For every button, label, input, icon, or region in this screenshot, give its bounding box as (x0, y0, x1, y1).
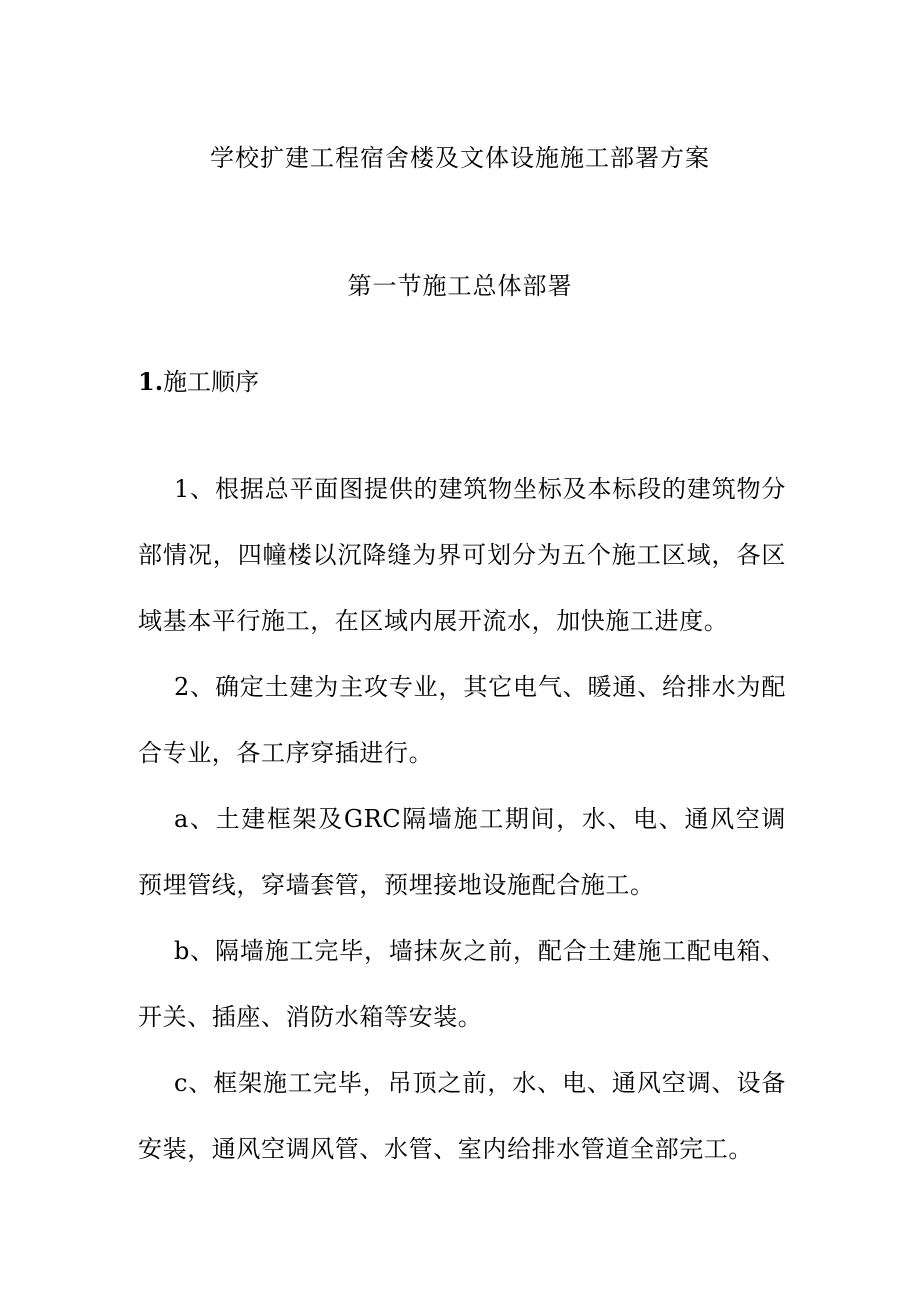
subsection-heading (138, 362, 259, 402)
paragraph-a: a、土建框架及GRC隔墙施工期间，水、电、通风空调预埋管线，穿墙套管，预埋接地设施配合施工。 (138, 805, 786, 899)
paragraph-b: b、隔墙施工完毕，墙抹灰之前，配合土建施工配电箱、开关、插座、消防水箱等安装。 (138, 937, 786, 1031)
subsection-number: 1. (138, 367, 164, 396)
paragraph-1: 1、根据总平面图提供的建筑物坐标及本标段的建筑物分部情况，四幢楼以沉降缝为界可划分为五个施工区域，各区域基本平行施工，在区域内展开流水，加快施工进度。 (138, 475, 786, 635)
section-heading: 第一节施工总体部署 (347, 272, 573, 300)
paragraph-c: c、框架施工完毕，吊顶之前，水、电、通风空调、设备安装，通风空调风管、水管、室内给排水管道全部完工。 (138, 1069, 786, 1163)
paragraph-2: 2、确定土建为主攻专业，其它电气、暖通、给排水为配合专业，各工序穿插进行。 (138, 673, 786, 767)
subsection-label: 施工顺序 (163, 368, 260, 396)
document-title: 学校扩建工程宿舍楼及文体设施施工部署方案 (210, 144, 710, 172)
document-body (138, 456, 786, 1182)
